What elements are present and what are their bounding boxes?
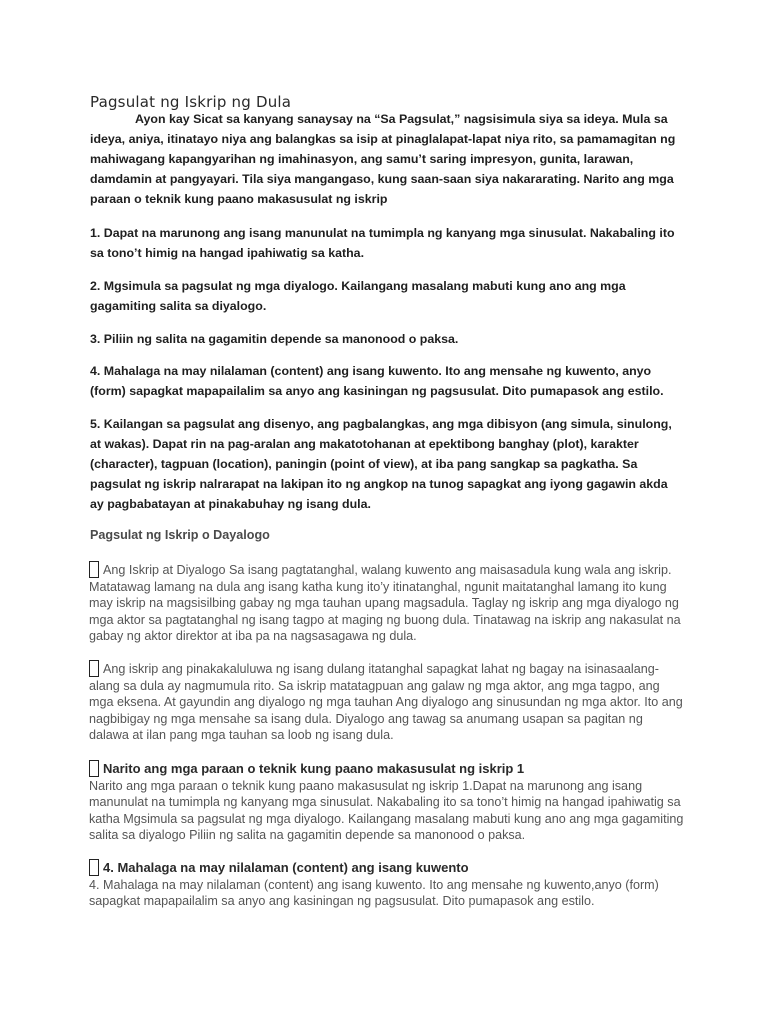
- missing-glyph-box-icon: [89, 561, 99, 578]
- text-block-2: [89, 660, 684, 744]
- text-block-1: [89, 561, 684, 645]
- point-4: 4. Mahalaga na may nilalaman (content) ang isang kuwento. Ito ang mensahe ng kuwento, anyo (form) sapagkat mapapailalim sa anyo ang kasiningan ng pagsusulat. Dito pumapasok ang estilo.: [90, 364, 664, 398]
- text-block-3-heading-row: [89, 760, 684, 778]
- text-block-3-heading: Narito ang mga paraan o teknik kung paano makasusulat ng iskrip 1: [103, 761, 525, 776]
- text-block-4-heading: 4. Mahalaga na may nilalaman (content) ang isang kuwento: [103, 860, 469, 875]
- text-block-3-body: Narito ang mga paraan o teknik kung paano makasusulat ng iskrip 1.Dapat na marunong ang isang manunulat na tumimpla ng kanyang mga sinusulat. Nakabaling ito sa tono’t himig na hangad ipahiwatig sa katha Mgsimula sa pagsulat ng mga diyalogo. Kailangang masalang mabuti kung ano ang mga gagamiting salita sa diyalogo Piliin ng salita na gagamitin depende sa manonood o paksa.: [89, 778, 684, 843]
- point-2: 2. Mgsimula sa pagsulat ng mga diyalogo. Kailangang masalang mabuti kung ano ang mga gagamiting salita sa diyalogo.: [90, 279, 626, 313]
- point-5: 5. Kailangan sa pagsulat ang disenyo, ang pagbalangkas, ang mga dibisyon (ang simula, sinulong, at wakas). Dapat rin na pag-aralan ang makatotohanan at epektibong banghay (plot), karakter (character), tagpuan (location), paningin (point of view), at iba pang sangkap sa pagkatha. Sa pagsulat ng iskrip nalrarapat na lakipan ito ng angkop na tunog sapagkat ang iyong gagawin akda ay pagbabatayan at pinakabuhay ng isang dula.: [90, 417, 672, 511]
- document-title: Pagsulat ng Iskrip ng Dula: [90, 93, 292, 111]
- missing-glyph-box-icon: [89, 660, 99, 677]
- intro-paragraph: Ayon kay Sicat sa kanyang sanaysay na “Sa Pagsulat,” nagsisimula siya sa ideya. Mula sa ideya, aniya, itinatayo niya ang balangkas sa isip at pinaglalapat-lapat niya rito, sa pamamagitan ng mahiwagang kapangyarihan ng imahinasyon, ang samu’t saring impresyon, gunita, larawan, damdamin at pangyayari. Tila siya mangangaso, kung saan-saan siya nakararating. Narito ang mga paraan o teknik kung paano makasusulat ng iskrip: [90, 112, 676, 206]
- text-block-4-heading-row: [89, 859, 684, 877]
- text-block-4-body: 4. Mahalaga na may nilalaman (content) ang isang kuwento. Ito ang mensahe ng kuwento,anyo (form) sapagkat mapapailalim sa anyo ang kasiningan ng pagsusulat. Dito pumapasok ang estilo.: [89, 877, 659, 909]
- point-3: 3. Piliin ng salita na gagamitin depende sa manonood o paksa.: [90, 332, 459, 346]
- text-block-3: [89, 760, 684, 844]
- missing-glyph-box-icon: [89, 859, 99, 876]
- text-block-2-body: Ang iskrip ang pinakakaluluwa ng isang dulang itatanghal sapagkat lahat ng bagay na isinasaalang-alang sa dula ay nagmumula rito. Sa iskrip matatagpuan ang galaw ng mga aktor, ang mga tagpo, ang mga eksena. At gayundin ang diyalogo ng mga tauhan Ang diyalogo ang sinusundan ng mga aktor. Ito ang nagbibigay ng mga mensahe sa isang dula. Diyalogo ang tawag sa anumang usapan sa pagitan ng dalawa at ilan pang mga tauhan sa loob ng isang dula.: [89, 662, 683, 743]
- section-subheading: Pagsulat ng Iskrip o Dayalogo: [90, 528, 270, 542]
- point-1: 1. Dapat na marunong ang isang manunulat na tumimpla ng kanyang mga sinusulat. Nakabaling ito sa tono’t himig na hangad ipahiwatig sa katha.: [90, 226, 675, 260]
- text-block-1-body: Ang Iskrip at Diyalogo Sa isang pagtatanghal, walang kuwento ang maisasadula kung wala ang iskrip. Matatawag lamang na dula ang isang katha kung ito’y itinatanghal, ngunit maitatanghal lamang ito kung may iskrip na magsisilbing gabay ng mga tauhan upang magsadula. Taglay ng iskrip ang mga diyalogo ng mga aktor sa pagtatanghal ng isang tagpo at maging ng buong dula. Tinatawag na iskrip ang nakasulat na gabay ng aktor direktor at iba pa na nagsasagawa ng dula.: [89, 563, 681, 644]
- missing-glyph-box-icon: [89, 760, 99, 777]
- text-block-4: [89, 859, 684, 910]
